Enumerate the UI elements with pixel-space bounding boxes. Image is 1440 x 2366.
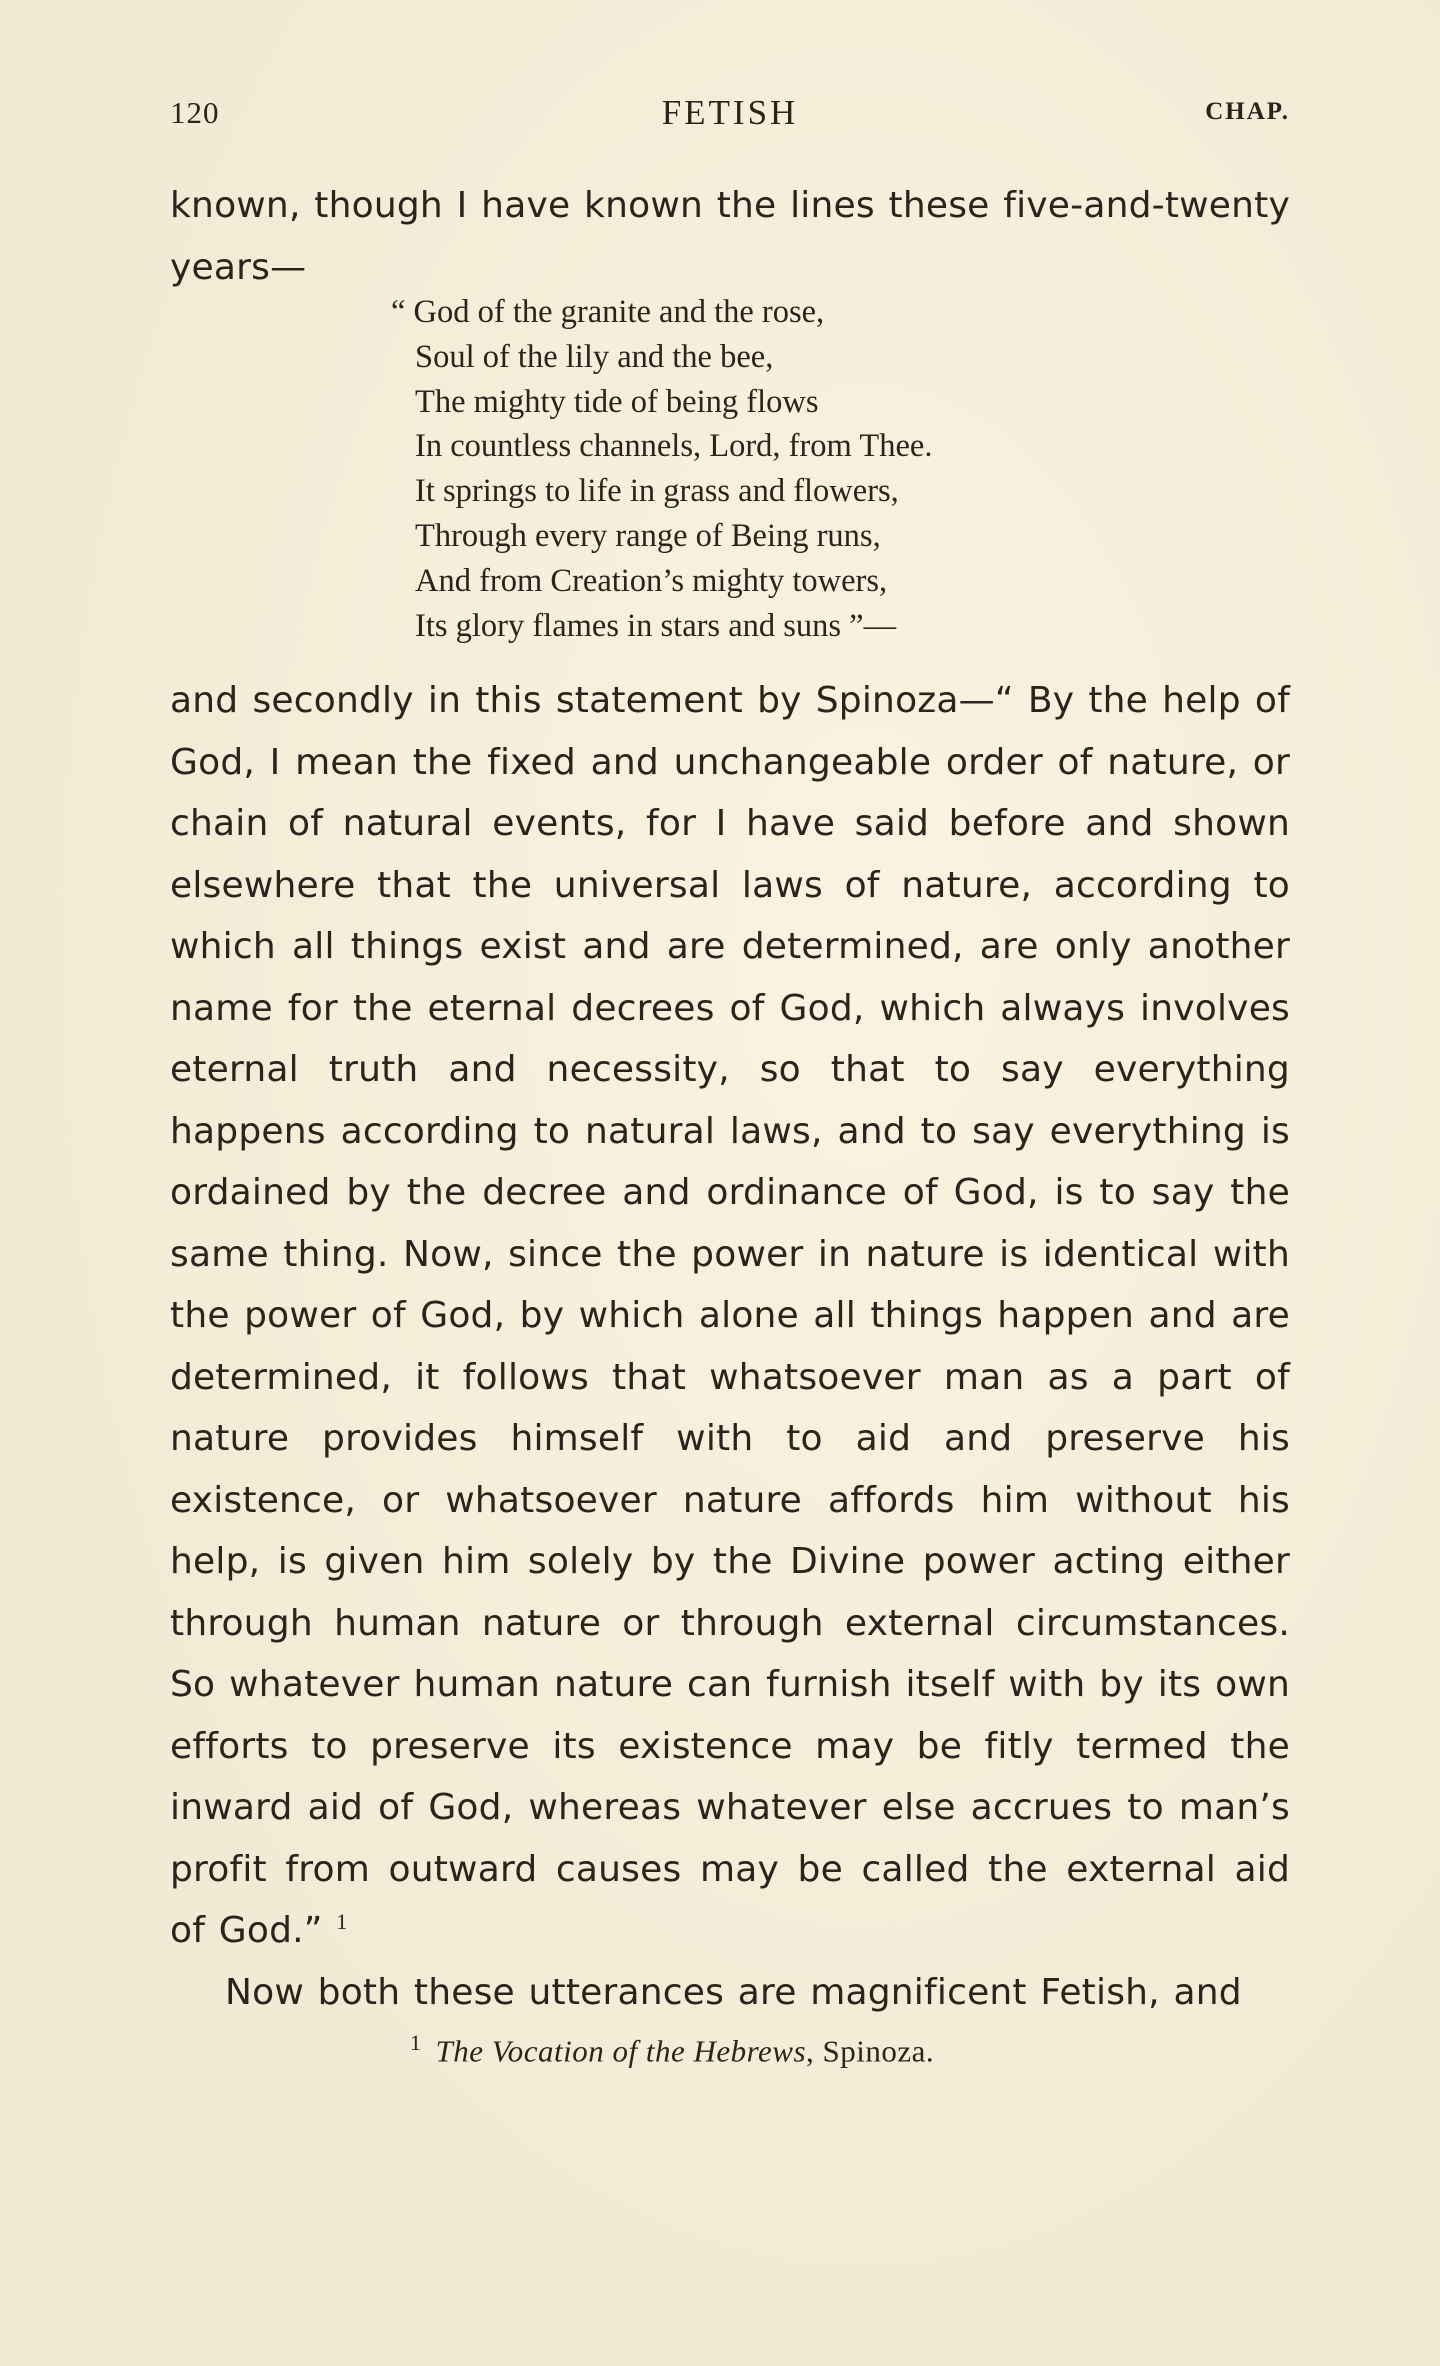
footnote-reference[interactable]: 1 <box>336 1909 348 1934</box>
verse-line: In countless channels, Lord, from Thee. <box>415 428 933 465</box>
chapter-label: CHAP. <box>1205 98 1290 125</box>
closing-paragraph: Now both these utterances are magnificent Fetish, and <box>225 1971 1242 2013</box>
verse-line: It springs to life in grass and flowers, <box>415 473 899 510</box>
footnote-author: , Spinoza. <box>806 2033 935 2069</box>
page-number: 120 <box>170 95 220 130</box>
verse-line: And from Creation’s mighty towers, <box>415 562 888 599</box>
spinoza-paragraph-text: and secondly in this statement by Spinoza—“ By the help of God, I mean the fixed and unchangeable order of nature, or chain of natural events, for I have said before and shown elsewhere that the universal laws of nature, according to which all things exist and are determined, are only another name for the eternal decrees of God, which always involves eternal truth and necessity, so that to say everything happens according to natural laws, and to say everything is ordained by the decree and ordinance of God, is to say the same thing. Now, since the power in nature is identical with the power of God, by which alone all things happen and are determined, it follows that whatsoever man as a part of nature provides himself with to aid and preserve his existence, or whatsoever nature affords him without his help, is given him solely by the Divine power acting either through human nature or through external circumstances. So whatever human nature can furnish itself with by its own efforts to preserve its existence may be fitly termed the inward aid of God, whereas whatever else accrues to man’s profit from outward causes may be called the external aid of God.” <box>170 680 1290 1951</box>
footnote-title: The Vocation of the Hebrews <box>435 2033 807 2069</box>
footnote <box>410 2030 1290 2069</box>
verse-line: The mighty tide of being flows <box>415 383 819 420</box>
verse-line: Through every range of Being runs, <box>415 517 881 554</box>
running-head <box>170 95 1290 135</box>
footnote-mark: 1 <box>410 2030 422 2055</box>
verse-line: Soul of the lily and the bee, <box>415 338 774 375</box>
verse-line: “ God of the granite and the rose, <box>391 294 825 330</box>
intro-text-block <box>170 175 1290 298</box>
spinoza-paragraph <box>170 670 1290 1962</box>
running-title: FETISH <box>661 93 799 132</box>
verse-line: Its glory flames in stars and suns ”— <box>415 607 897 644</box>
verse-quotation <box>391 290 1215 648</box>
intro-paragraph: known, though I have known the lines these five-and-twenty years— <box>170 185 1290 288</box>
main-text-block <box>170 670 1290 2023</box>
